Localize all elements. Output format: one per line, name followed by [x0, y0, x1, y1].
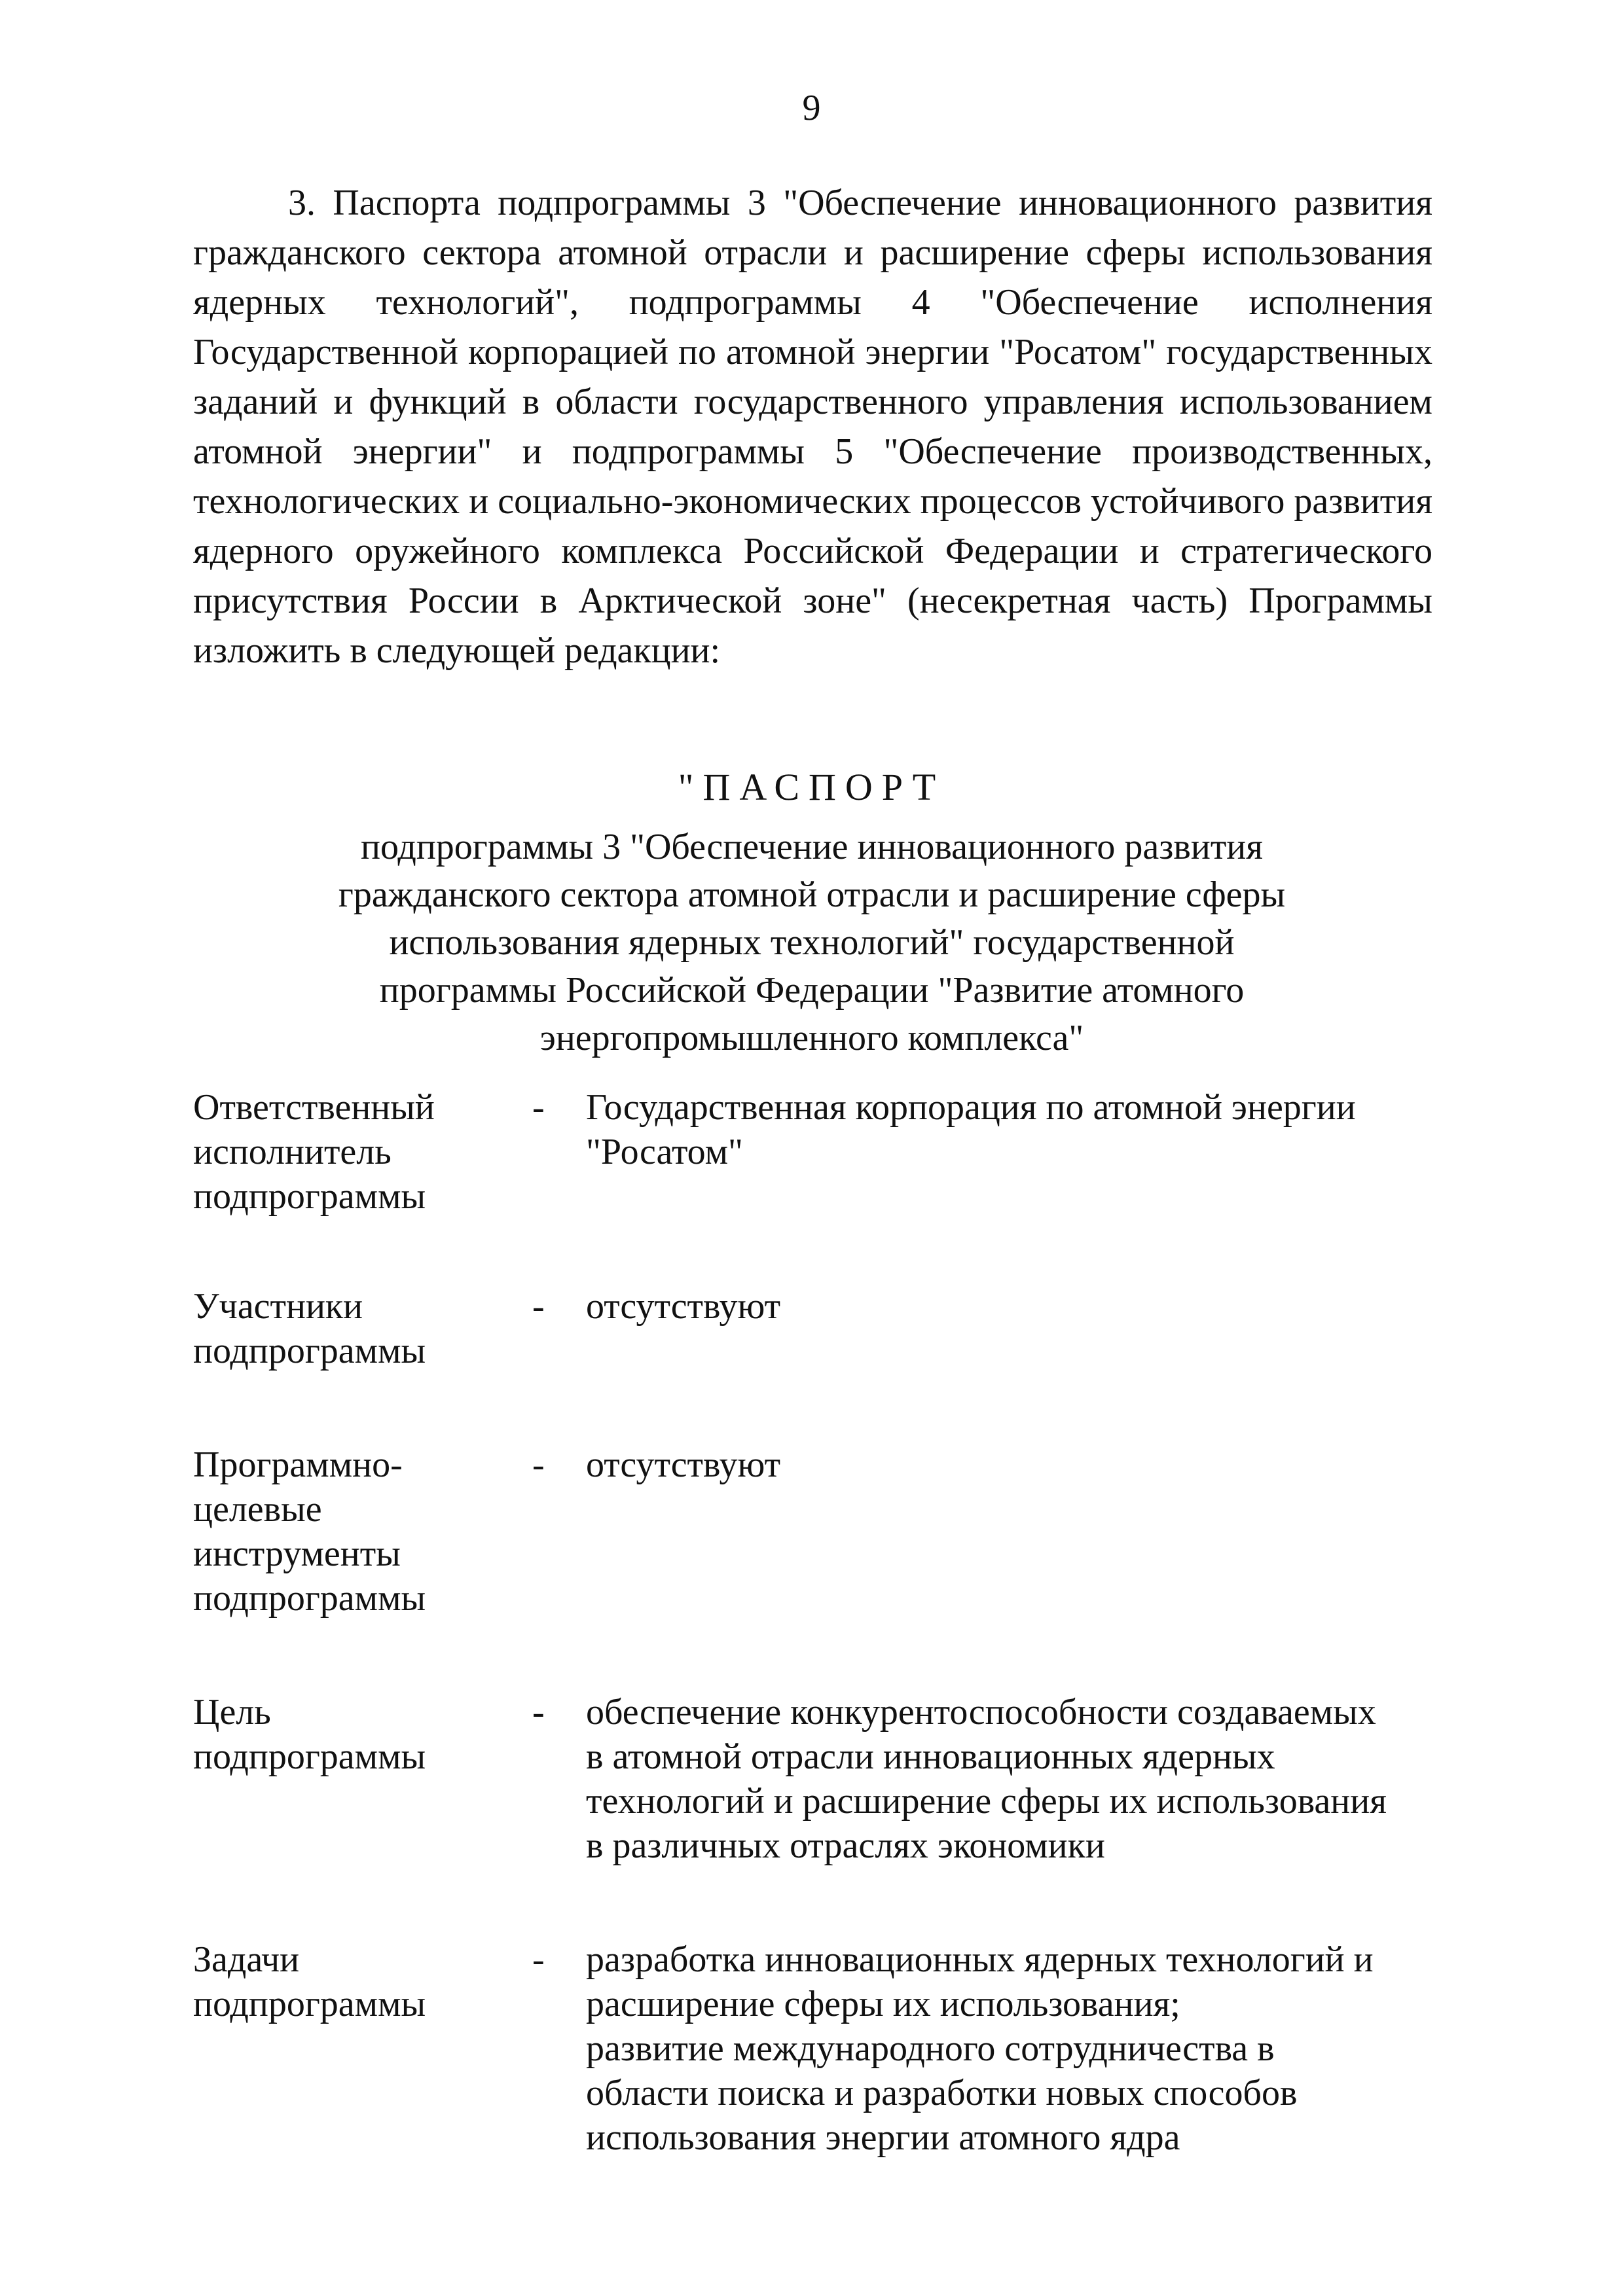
label-line: целевые — [193, 1489, 322, 1530]
label-line: подпрограммы — [193, 1578, 426, 1619]
label-line: Ответственный — [193, 1087, 435, 1128]
value-line: расширение сферы их использования; — [586, 1984, 1180, 2024]
row-program-target-instruments — [193, 1443, 1432, 1621]
subtitle-line: программы Российской Федерации "Развитие атомного — [379, 970, 1245, 1011]
row-value — [586, 1690, 1432, 1868]
label-line: инструменты — [193, 1534, 401, 1574]
subtitle-line: подпрограммы 3 "Обеспечение инновационного развития — [360, 827, 1264, 867]
page-number: 9 — [802, 88, 821, 128]
label-line: подпрограммы — [193, 1984, 426, 2024]
value-line: разработка инновационных ядерных технологий и — [586, 1939, 1374, 1980]
row-goal — [193, 1690, 1432, 1868]
row-value — [586, 1284, 1432, 1329]
label-line: Цель — [193, 1692, 271, 1732]
label-line: подпрограммы — [193, 1176, 426, 1217]
value-line: отсутствуют — [586, 1444, 781, 1485]
label-line: Задачи — [193, 1939, 300, 1980]
row-dash: - — [532, 1444, 545, 1485]
row-participants — [193, 1284, 1432, 1373]
passport-title: "ПАСПОРТ — [678, 766, 945, 808]
value-line: "Росатом" — [586, 1132, 743, 1172]
row-value — [586, 1443, 1432, 1487]
row-responsible-executor — [193, 1085, 1432, 1219]
row-tasks — [193, 1937, 1432, 2160]
row-dash: - — [532, 1087, 545, 1128]
row-dash: - — [532, 1692, 545, 1732]
label-line: Программно- — [193, 1444, 403, 1485]
label-line: подпрограммы — [193, 1331, 426, 1371]
passport-table — [193, 1085, 1432, 2160]
row-dash: - — [532, 1939, 545, 1980]
subtitle-line: использования ядерных технологий" государственной — [389, 922, 1235, 963]
value-line: области поиска и разработки новых способов — [586, 2073, 1298, 2113]
value-line: в различных отраслях экономики — [586, 1825, 1105, 1866]
label-line: подпрограммы — [193, 1736, 426, 1777]
row-value — [586, 1085, 1432, 1174]
value-line: обеспечение конкурентоспособности создаваемых — [586, 1692, 1376, 1732]
subtitle-line: гражданского сектора атомной отрасли и расширение сферы — [338, 874, 1286, 915]
value-line: Государственная корпорация по атомной энергии — [586, 1087, 1356, 1128]
label-line: Участники — [193, 1286, 363, 1327]
value-line: развитие международного сотрудничества в — [586, 2028, 1275, 2069]
value-line: использования энергии атомного ядра — [586, 2117, 1180, 2158]
value-line: в атомной отрасли инновационных ядерных — [586, 1736, 1275, 1777]
value-line: технологий и расширение сферы их использования — [586, 1781, 1387, 1821]
intro-paragraph: 3. Паспорта подпрограммы 3 "Обеспечение инновационного развития гражданского сектора атомной отрасли и расширение сферы использования ядерных технологий", подпрограммы 4 "Обеспечение исполнения Государственной корпорацией по атомной энергии "Росатом" государственных заданий и функций в области государственного управления использованием атомной энергии" и подпрограммы 5 "Обеспечение производственных, технологических и социально-экономических процессов устойчивого развития ядерного оружейного комплекса Российской Федерации и стратегического присутствия России в Арктической зоне" (несекретная часть) Программы изложить в следующей редакции: — [193, 183, 1432, 671]
subtitle-line: энергопромышленного комплекса" — [539, 1018, 1084, 1058]
value-line: отсутствуют — [586, 1286, 781, 1327]
label-line: исполнитель — [193, 1132, 392, 1172]
row-value — [586, 1937, 1432, 2160]
passport-subtitle — [288, 823, 1336, 1062]
row-dash: - — [532, 1286, 545, 1327]
